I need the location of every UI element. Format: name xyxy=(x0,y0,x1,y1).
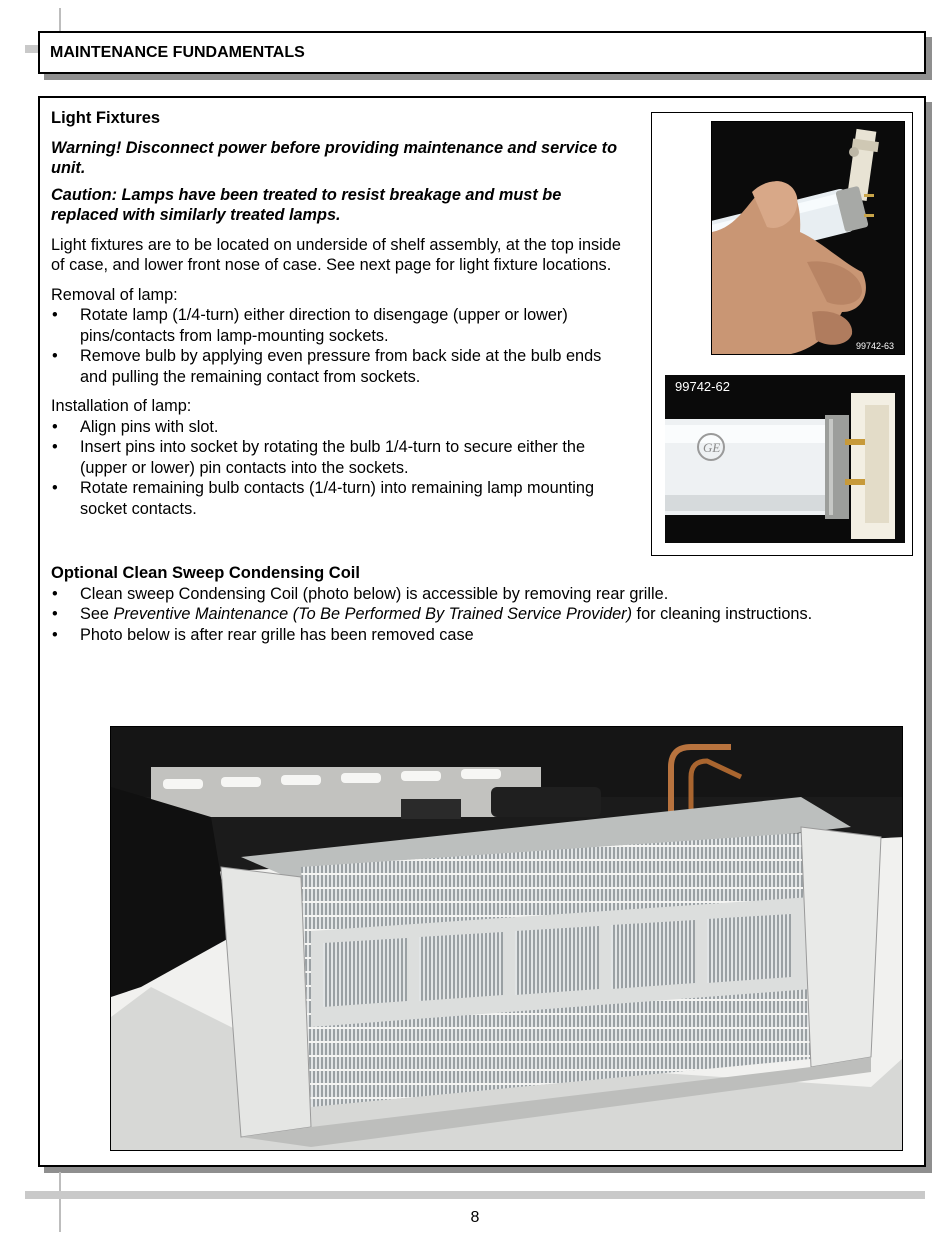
section-title: MAINTENANCE FUNDAMENTALS xyxy=(50,43,305,61)
svg-text:GE: GE xyxy=(703,440,721,455)
removal-list xyxy=(51,305,631,387)
bullet: • xyxy=(52,347,58,365)
list-item xyxy=(51,584,911,605)
list-item-text: Clean sweep Condensing Coil (photo below) is accessible by removing rear grille. xyxy=(80,584,669,603)
condensing-coil-heading: Optional Clean Sweep Condensing Coil xyxy=(51,564,360,582)
list-item-text-prefix: See xyxy=(80,605,114,623)
list-item-text: Remove bulb by applying even pressure from back side at the bulb ends and pulling the remaining contact from sockets. xyxy=(80,347,602,386)
page-number: 8 xyxy=(470,1209,480,1226)
lamp-socket-image xyxy=(665,375,905,543)
intro-paragraph: Light fixtures are to be located on underside of shelf assembly, at the top inside of case, and lower front nose of case. See next page for light fixture locations. xyxy=(51,235,621,274)
installation-list xyxy=(51,417,631,520)
bullet: • xyxy=(52,479,58,497)
list-item-text-suffix: for cleaning instructions. xyxy=(632,605,813,623)
light-fixtures-section xyxy=(51,108,631,519)
list-item-text-italic: Preventive Maintenance (To Be Performed By Trained Service Provider) xyxy=(113,605,633,623)
lamp-photo-panel xyxy=(651,112,913,556)
photo2-label: 99742-62 xyxy=(675,379,730,394)
bullet: • xyxy=(52,417,58,436)
condensing-coil-photo xyxy=(110,726,903,1151)
list-item xyxy=(51,478,631,519)
list-item xyxy=(51,437,631,478)
bullet: • xyxy=(52,584,58,603)
footer-rule xyxy=(25,1191,925,1199)
condensing-coil-list xyxy=(51,584,911,646)
list-item-text: Insert pins into socket by rotating the bulb 1/4-turn to secure either the (upper or lower) pin contacts into the sockets. xyxy=(80,438,586,477)
margin-line-top xyxy=(59,8,61,32)
list-item xyxy=(51,417,631,438)
installation-title: Installation of lamp: xyxy=(51,397,192,415)
bullet: • xyxy=(52,438,58,456)
lamp-removal-photo xyxy=(711,121,905,355)
content-box xyxy=(38,96,926,1167)
condensing-coil-image xyxy=(111,727,903,1151)
condensing-coil-section xyxy=(51,563,911,645)
caution-text: Caution: Lamps have been treated to resist breakage and must be replaced with similarly treated lamps. xyxy=(51,185,562,224)
bullet: • xyxy=(52,306,58,324)
list-item-text: Photo below is after rear grille has been removed case xyxy=(80,625,474,644)
photo1-label: 99742-63 xyxy=(855,341,894,351)
list-item-text: Rotate lamp (1/4-turn) either direction to disengage (upper or lower) pins/contacts from lamp-mounting sockets. xyxy=(80,306,568,345)
list-item-text: Align pins with slot. xyxy=(80,417,219,436)
list-item xyxy=(51,305,631,346)
section-header xyxy=(38,31,926,74)
list-item xyxy=(51,346,631,387)
list-item xyxy=(51,604,911,625)
bullet: • xyxy=(52,625,58,644)
list-item xyxy=(51,625,911,646)
list-item-text: Rotate remaining bulb contacts (1/4-turn) into remaining lamp mounting socket contacts. xyxy=(80,479,595,518)
removal-title: Removal of lamp: xyxy=(51,285,178,304)
bullet: • xyxy=(52,605,58,623)
warning-text: Warning! Disconnect power before providing maintenance and service to unit. xyxy=(51,138,618,177)
lamp-socket-photo xyxy=(665,375,905,543)
lamp-in-hand-image xyxy=(712,122,905,355)
light-fixtures-heading: Light Fixtures xyxy=(51,109,161,127)
